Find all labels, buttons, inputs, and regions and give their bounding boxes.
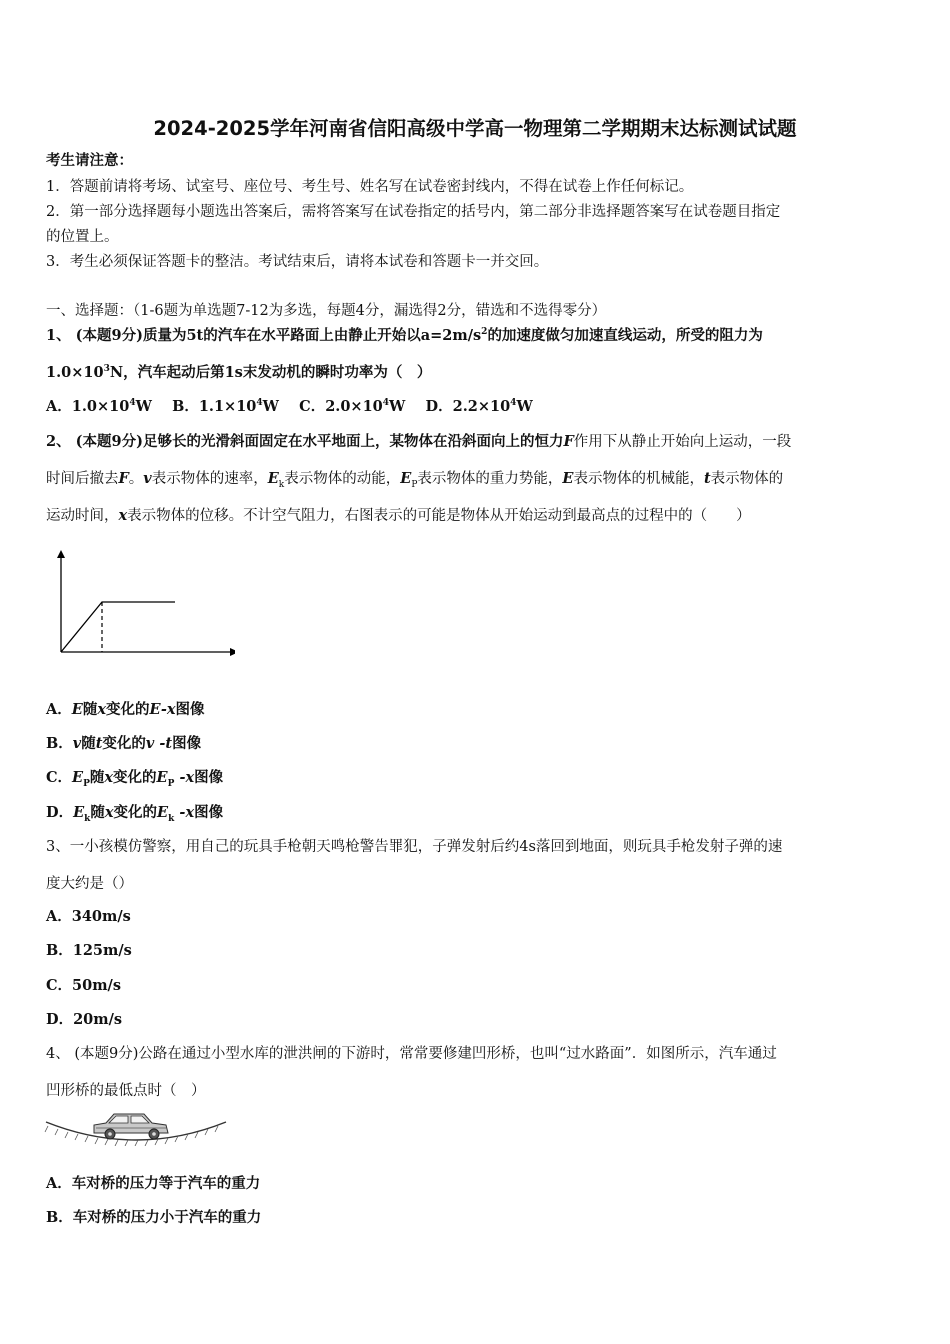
question-3-option-a: A．340m/s xyxy=(46,908,131,925)
question-3-option-c: C．50m/s xyxy=(46,977,122,994)
notice-item: 3．考生必须保证答题卡的整洁。考试结束后，请将本试卷和答题卡一并交回。 xyxy=(46,254,549,270)
question-1-line-2: $1.0\times 10^3N$，汽车起动后第1s末发动机的瞬时功率为（ ） xyxy=(46,364,432,381)
option-a: A．$1.0\times 10^4W$ xyxy=(46,398,152,415)
notice-item: 的位置上。 xyxy=(46,229,119,245)
question-3-line-1: 3、一小孩模仿警察，用自己的玩具手枪朝天鸣枪警告罪犯，子弹发射后约4s落回到地面，则玩具手枪发射子弹的速 xyxy=(46,839,783,855)
question-4-option-b: B．车对桥的压力小于汽车的重力 xyxy=(46,1209,262,1226)
graph-figure xyxy=(50,550,235,660)
graph-curve xyxy=(61,602,175,652)
section-heading: 一、选择题：（1-6题为单选题7-12为多选，每题4分，漏选得2分，错选和不选得零分） xyxy=(46,303,607,319)
option-c: C．$2.0\times 10^4W$ xyxy=(299,398,406,415)
notice-heading: 考生请注意： xyxy=(46,152,133,169)
notice-item: 1．答题前请将考场、试室号、座位号、考生号、姓名写在试卷密封线内，不得在试卷上作任何标记。 xyxy=(46,179,694,195)
question-2-line-1: 2、 (本题9分)足够长的光滑斜面固定在水平地面上，某物体在沿斜面向上的恒力F作用下从静止开始向上运动，一段 xyxy=(46,433,792,450)
question-4-line-1: 4、 (本题9分)公路在通过小型水库的泄洪闸的下游时，常常要修建凹形桥，也叫“过水路面”．如图所示，汽车通过 xyxy=(46,1046,777,1062)
question-2-line-3: 运动时间，x表示物体的位移。不计空气阻力，右图表示的可能是物体从开始运动到最高点的过程中的（ ） xyxy=(46,507,751,524)
question-3-line-2: 度大约是（） xyxy=(46,876,133,892)
notice-item: 2．第一部分选择题每小题选出答案后，需将答案写在试卷指定的括号内，第二部分非选择题答案写在试卷题目指定 xyxy=(46,204,781,220)
page-title: 2024-2025学年河南省信阳高级中学高一物理第二学期期末达标测试试题 xyxy=(153,117,797,140)
question-2-line-2: 时间后撤去F。v表示物体的速率，$E_k$表示物体的动能，$E_P$表示物体的重力势能，E表示物体的机械能，t表示物体的 xyxy=(46,470,784,490)
question-4-line-2: 凹形桥的最低点时（ ） xyxy=(46,1083,206,1099)
x-axis-arrow xyxy=(230,648,235,656)
car-icon xyxy=(94,1114,168,1139)
question-1-line-1: 1、 (本题9分)质量为5t的汽车在水平路面上由静止开始以$a=2m/s^2$的加速度做匀加速直线运动，所受的阻力为 xyxy=(46,327,763,344)
question-3-option-b: B．125m/s xyxy=(46,942,132,959)
option-d: D．$2.2\times 10^4W$ xyxy=(425,398,533,415)
question-4-option-a: A．车对桥的压力等于汽车的重力 xyxy=(46,1175,261,1192)
question-2-option-c: C．$E_P$随x变化的$E_P$ -x图像 xyxy=(46,769,224,789)
question-2-option-a: A．E随x变化的E-x图像 xyxy=(46,701,205,718)
concave-bridge-figure xyxy=(44,1106,229,1146)
option-b: B．$1.1\times 10^4W$ xyxy=(172,398,279,415)
question-3-option-d: D．20m/s xyxy=(46,1011,123,1028)
question-1-options xyxy=(46,397,533,417)
y-axis-arrow xyxy=(57,550,65,558)
question-2-option-b: B．v随t变化的v -t图像 xyxy=(46,735,202,752)
question-2-option-d: D．$E_k$随x变化的$E_k$ -x图像 xyxy=(46,804,224,824)
